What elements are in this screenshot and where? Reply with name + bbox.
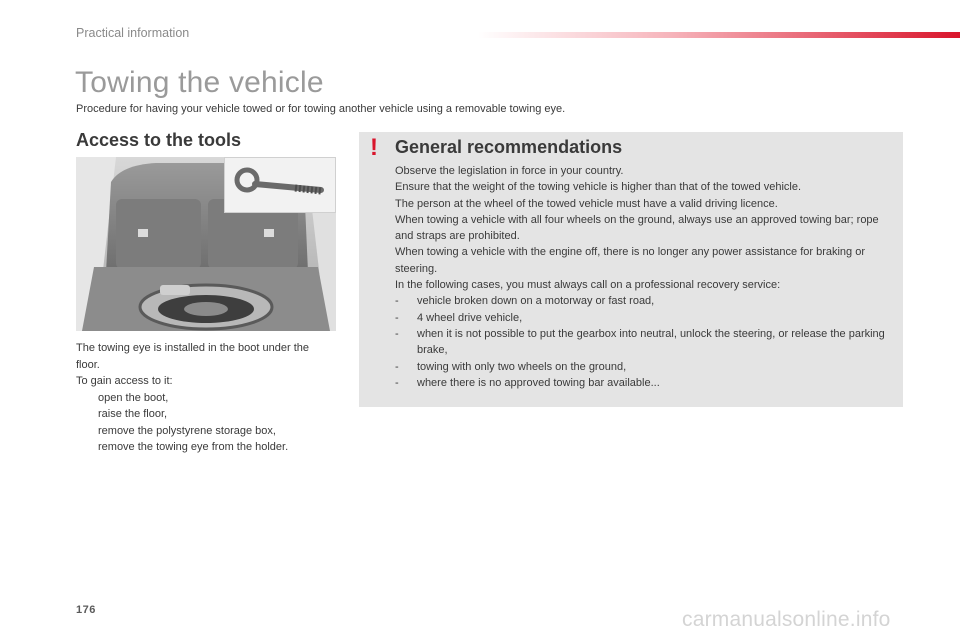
- recommendations-heading: General recommendations: [395, 137, 623, 157]
- list-item: - 4 wheel drive vehicle,: [395, 311, 523, 324]
- recommendations-text: [395, 163, 900, 391]
- header-accent-bar: [478, 32, 960, 38]
- recommendation-line: When towing a vehicle with all four wheels on the ground, always use an approved towing bar; rope and straps are prohibited.: [395, 213, 879, 243]
- recommendation-line: When towing a vehicle with the engine off, there is no longer any power assistance for braking or steering.: [395, 246, 866, 275]
- page-title: Towing the vehicle: [75, 66, 324, 99]
- recommendation-line: Observe the legislation in force in your country.: [395, 165, 624, 177]
- list-item: remove the towing eye from the holder.: [98, 441, 289, 453]
- recommendation-line: In the following cases, you must always call on a professional recovery service:: [395, 279, 781, 292]
- warning-icon: !: [370, 134, 378, 161]
- page-number: 176: [76, 604, 96, 616]
- recommendation-line: The person at the wheel of the towed vehicle must have a valid driving licence.: [395, 197, 778, 210]
- page-intro: Procedure for having your vehicle towed or for towing another vehicle using a removable towing eye.: [76, 103, 566, 115]
- towing-eye-icon: [225, 158, 335, 212]
- access-instructions: [76, 340, 326, 456]
- access-steps-list: [76, 390, 326, 456]
- watermark: carmanualsonline.info: [682, 608, 891, 631]
- access-paragraph-1: The towing eye is installed in the boot under the floor.: [76, 342, 309, 371]
- recovery-cases-list: [395, 293, 900, 391]
- towing-eye-inset: [224, 157, 336, 213]
- list-item: - when it is not possible to put the gearbox into neutral, unlock the steering, or release the parking brake,: [395, 327, 885, 357]
- list-item: - vehicle broken down on a motorway or fast road,: [395, 295, 655, 308]
- list-item: - where there is no approved towing bar available...: [395, 376, 660, 389]
- list-item: remove the polystyrene storage box,: [98, 424, 276, 437]
- access-tools-heading: Access to the tools: [76, 130, 242, 150]
- access-paragraph-2: To gain access to it:: [76, 375, 173, 387]
- list-item: - towing with only two wheels on the ground,: [395, 360, 627, 373]
- list-item: open the boot,: [98, 391, 169, 404]
- recommendation-line: Ensure that the weight of the towing vehicle is higher than that of the towed vehicle.: [395, 181, 802, 194]
- list-item: raise the floor,: [98, 408, 168, 420]
- section-header: Practical information: [76, 26, 190, 40]
